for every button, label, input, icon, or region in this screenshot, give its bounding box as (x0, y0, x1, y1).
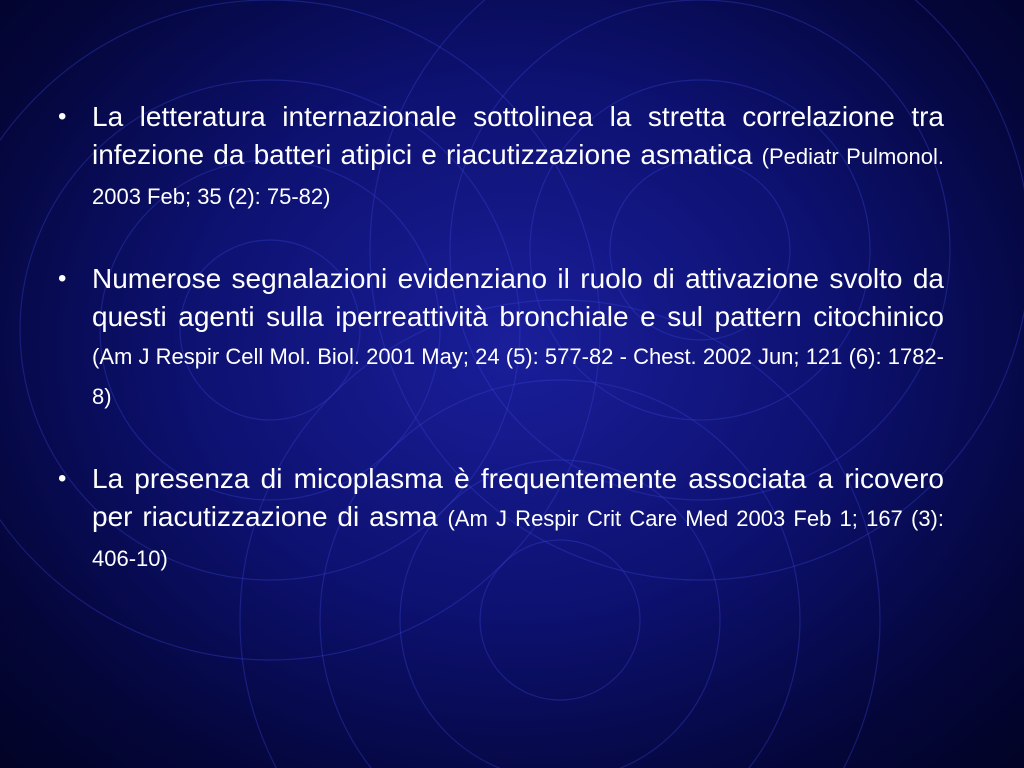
bullet-item-2 (58, 260, 944, 416)
bullet-dot-icon: • (58, 103, 67, 130)
bullet-list (58, 98, 944, 622)
bullet-text: Numerose segnalazioni evidenziano il ruolo di attivazione svolto da questi agenti sulla iperreattività bronchiale e sul pattern citochinico (92, 263, 944, 332)
bullet-reference: (Pediatr Pulmonol. 2003 Feb; 35 (2): 75-82) (92, 144, 944, 209)
bullet-text: La presenza di micoplasma è frequentemente associata a ricovero per riacutizzazione di asma (92, 463, 944, 532)
bullet-dot-icon: • (58, 265, 67, 292)
bullet-dot-icon: • (58, 465, 67, 492)
bullet-item-3 (58, 460, 944, 578)
bullet-text: La letteratura internazionale sottolinea la stretta correlazione tra infezione da batteri atipici e riacutizzazione asmatica (92, 101, 944, 170)
bullet-reference: (Am J Respir Cell Mol. Biol. 2001 May; 24 (5): 577-82 - Chest. 2002 Jun; 121 (6): 1782-8) (92, 344, 944, 409)
bullet-reference: (Am J Respir Crit Care Med 2003 Feb 1; 167 (3): 406-10) (92, 506, 944, 571)
bullet-item-1 (58, 98, 944, 216)
